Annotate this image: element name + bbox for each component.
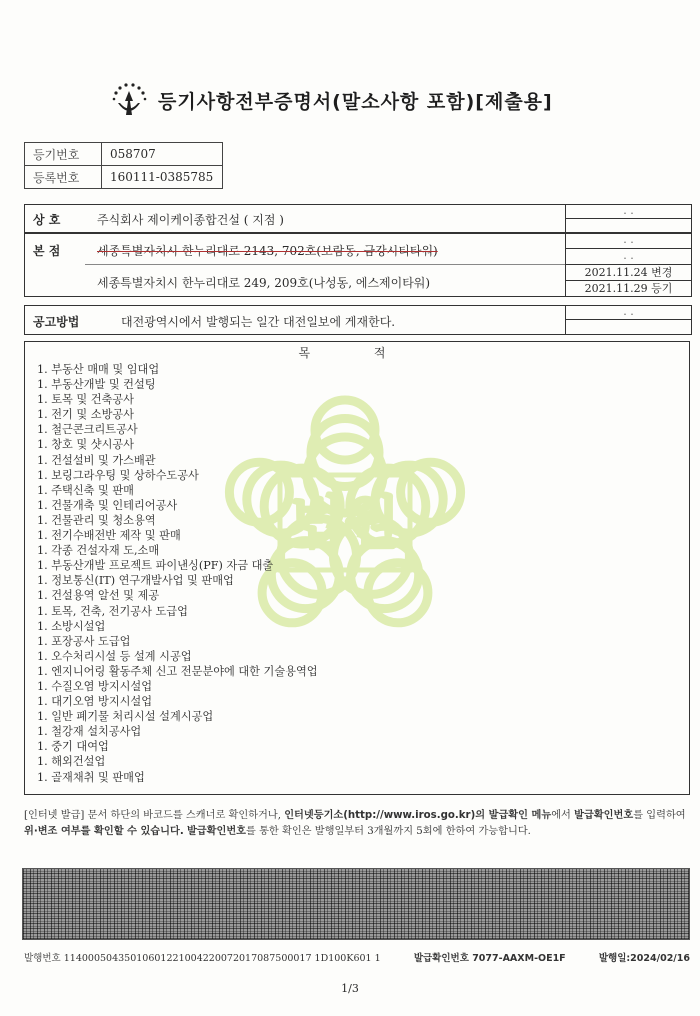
page-number: 1/3 bbox=[341, 982, 359, 995]
purpose-section bbox=[24, 341, 690, 795]
registration-value: 058707 bbox=[102, 143, 223, 166]
purpose-item: 1. 일반 폐기물 처리시설 설계시공업 bbox=[37, 710, 214, 724]
notice-link: 인터넷등기소(http://www.iros.go.kr)의 발급확인 메뉴 bbox=[284, 810, 552, 821]
purpose-item: 1. 부동산개발 프로젝트 파이낸싱(PF) 자금 대출 bbox=[37, 559, 274, 573]
purpose-item: 1. 보링그라우팅 및 상하수도공사 bbox=[37, 468, 199, 482]
purpose-heading: 목 적 bbox=[298, 346, 416, 360]
head-office-label: 본 점 bbox=[33, 244, 61, 258]
registration-value: 160111-0385785 bbox=[102, 166, 223, 189]
date-dots: . . bbox=[566, 234, 691, 249]
seal-text: 법원 bbox=[290, 491, 400, 556]
date-dots: . . bbox=[566, 306, 691, 320]
purpose-item: 1. 토목, 건축, 전기공사 도급업 bbox=[37, 604, 188, 618]
purpose-item: 1. 소방시설업 bbox=[37, 619, 106, 633]
purpose-item: 1. 주택신축 및 판매 bbox=[37, 483, 134, 497]
company-name-value: 주식회사 제이케이종합건설 ( 지점 ) bbox=[97, 213, 284, 227]
verification-notice bbox=[24, 808, 686, 840]
change-date: 2021.11.24 변경 bbox=[566, 265, 691, 281]
purpose-item: 1. 전기수배전반 제작 및 판매 bbox=[37, 529, 181, 543]
document-header bbox=[108, 80, 553, 120]
notice-text: [인터넷 발급] 문서 하단의 바코드를 스캐너로 확인하거나, bbox=[24, 810, 285, 821]
registration-table bbox=[24, 142, 223, 189]
purpose-item: 1. 부동산 매매 및 임대업 bbox=[37, 363, 160, 376]
registration-label: 등기번호 bbox=[25, 143, 102, 166]
purpose-item: 1. 각종 건설자재 도,소매 bbox=[37, 544, 160, 558]
purpose-item: 1. 대기오염 방지시설업 bbox=[37, 695, 153, 709]
document-footer bbox=[24, 950, 690, 964]
date-dots: . . bbox=[566, 205, 691, 219]
purpose-item: 1. 건물관리 및 청소용역 bbox=[37, 513, 156, 527]
notice-method-label: 공고방법 bbox=[33, 315, 80, 329]
purpose-item: 1. 골재채취 및 판매업 bbox=[37, 770, 145, 784]
head-office-dates bbox=[565, 234, 691, 296]
notice-emphasis: 위·변조 여부를 확인할 수 있습니다. bbox=[24, 826, 184, 837]
purpose-item: 1. 엔지니어링 활동주체 신고 전문분야에 대한 기술용역업 bbox=[37, 664, 318, 678]
purpose-item: 1. 해외건설업 bbox=[37, 755, 106, 769]
address-divider bbox=[85, 264, 566, 265]
verify-number: 발급확인번호 7077-AAXM-OE1F bbox=[413, 953, 566, 964]
notice-emphasis: 발급확인번호 bbox=[574, 810, 634, 821]
purpose-item: 1. 창호 및 샷시공사 bbox=[37, 438, 134, 452]
notice-method-side bbox=[565, 306, 691, 334]
purpose-item: 1. 정보통신(IT) 연구개발사업 및 판매업 bbox=[37, 574, 234, 588]
purpose-item: 1. 건물개축 및 인테리어공사 bbox=[37, 498, 178, 512]
registration-row bbox=[25, 166, 223, 189]
notice-text: 를 통한 확인은 발행일부터 3개월까지 5회에 한하여 가능합니다. bbox=[246, 826, 531, 837]
document-barcode bbox=[22, 868, 690, 940]
company-name-label: 상 호 bbox=[33, 213, 61, 227]
notice-method-value: 대전광역시에서 발행되는 일간 대전일보에 게재한다. bbox=[121, 315, 396, 329]
purpose-item: 1. 수질오염 방지시설업 bbox=[37, 679, 153, 693]
purpose-item: 1. 부동산개발 및 컨설팅 bbox=[37, 378, 156, 392]
court-emblem-icon bbox=[108, 79, 150, 121]
purpose-item: 1. 철근콘크리트공사 bbox=[37, 423, 138, 437]
issue-date: 발행일:2024/02/16 bbox=[598, 953, 690, 964]
purpose-item: 1. 철강재 설치공사업 bbox=[37, 725, 142, 739]
issue-number: 발행번호 11400050435010601221004220072017087500017 1D100K601 1 bbox=[24, 953, 381, 964]
date-dots: . . bbox=[566, 249, 691, 265]
company-name-side bbox=[565, 205, 691, 232]
purpose-item: 1. 건설설비 및 가스배관 bbox=[37, 453, 156, 467]
purpose-item: 1. 전기 및 소방공사 bbox=[37, 408, 134, 422]
notice-text: 를 입력하여 bbox=[633, 810, 686, 821]
purpose-item: 1. 포장공사 도급업 bbox=[37, 634, 131, 648]
head-office-new-address: 세종특별자치시 한누리대로 249, 209호(나성동, 에스제이타워) bbox=[97, 276, 431, 290]
notice-text: 에서 bbox=[551, 810, 575, 821]
notice-emphasis: 발급확인번호 bbox=[186, 826, 246, 837]
document-title: 등기사항전부증명서(말소사항 포함)[제출용] bbox=[158, 90, 553, 113]
purpose-list bbox=[37, 362, 318, 785]
purpose-item: 1. 오수처리시설 등 설계 시공업 bbox=[37, 649, 192, 663]
registration-label: 등록번호 bbox=[25, 166, 102, 189]
notice-method-row bbox=[24, 305, 692, 335]
purpose-item: 1. 중기 대여업 bbox=[37, 740, 109, 754]
head-office-row bbox=[24, 233, 692, 297]
purpose-item: 1. 토목 및 건축공사 bbox=[37, 393, 134, 407]
registration-row bbox=[25, 143, 223, 166]
register-date: 2021.11.29 등기 bbox=[584, 282, 673, 295]
purpose-item: 1. 건설용역 알선 및 제공 bbox=[37, 589, 160, 603]
company-name-row bbox=[24, 204, 692, 233]
head-office-old-address: 세종특별자치시 한누리대로 2143, 702호(보람동, 금강시티타워) bbox=[97, 244, 438, 258]
